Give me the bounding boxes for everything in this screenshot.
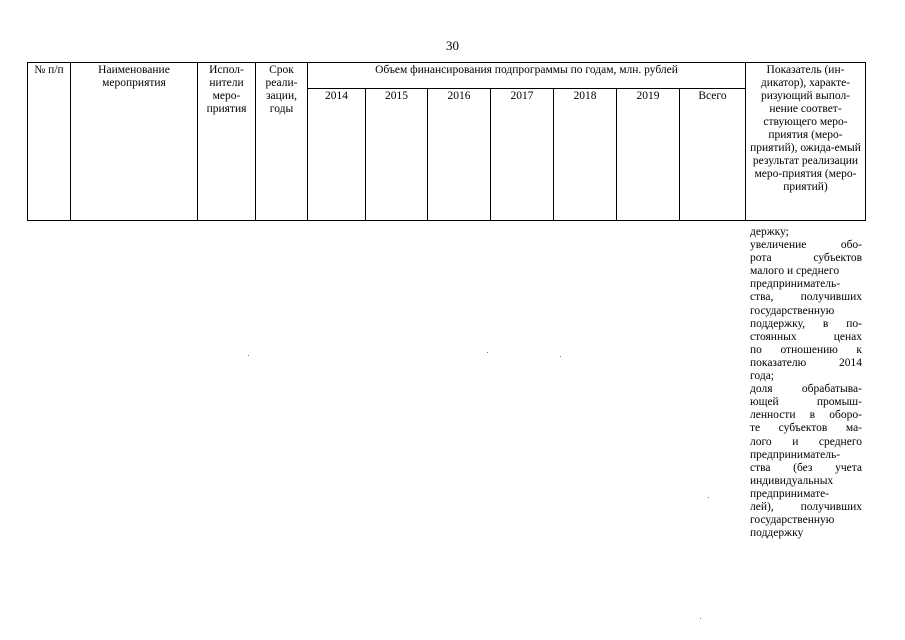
header-indicator: Показатель (ин-дикатор), характе-ризующий выпол-нение соответ-ствующего меро-приятия (меро-приятий), ожида-емый результат реализации меро-приятия (меро-приятий) xyxy=(746,63,866,221)
scan-speck xyxy=(487,352,488,353)
header-year-2019: 2019 xyxy=(617,89,680,221)
header-year-2015: 2015 xyxy=(366,89,428,221)
header-executors: Испол-нители меро-приятия xyxy=(198,63,256,221)
scan-speck xyxy=(560,356,561,357)
header-year-2014: 2014 xyxy=(308,89,366,221)
header-activity-name: Наименование мероприятия xyxy=(71,63,198,221)
text-line: малого и среднего xyxy=(750,265,840,278)
text-line: предпринимате- xyxy=(750,487,830,500)
text-line: предприниматель- xyxy=(750,278,841,291)
text-line: поддержку xyxy=(750,527,804,540)
header-funding-volume: Объем финансирования подпрограммы по годам, млн. рублей xyxy=(308,63,746,89)
text-line: года; xyxy=(750,370,774,383)
header-implementation-term: Срок реали-зации, годы xyxy=(256,63,308,221)
text-line: лей), получивших xyxy=(750,500,862,513)
text-line: стоянных ценах xyxy=(750,330,862,343)
scan-speck xyxy=(700,618,701,619)
page-number: 30 xyxy=(446,38,459,53)
text-line: лого и среднего xyxy=(750,435,862,448)
text-line: поддержку, в по- xyxy=(750,317,862,330)
indicator-continuation-text xyxy=(750,226,862,540)
text-line: по отношению к xyxy=(750,343,862,356)
text-line: ства (без учета xyxy=(750,461,862,474)
text-line: ленности в оборо- xyxy=(750,409,862,422)
header-year-2017: 2017 xyxy=(491,89,554,221)
text-line: предприниматель- xyxy=(750,448,841,461)
text-line: увеличение обо- xyxy=(750,239,862,252)
text-line: ющей промыш- xyxy=(750,396,862,409)
header-year-2018: 2018 xyxy=(554,89,617,221)
text-line: индивидуальных xyxy=(750,474,834,487)
scan-speck xyxy=(708,497,709,498)
text-line: ства, получивших xyxy=(750,291,862,304)
header-year-2016: 2016 xyxy=(428,89,491,221)
text-line: рота субъектов xyxy=(750,252,862,265)
header-total: Всего xyxy=(680,89,746,221)
text-line: государственную xyxy=(750,514,835,527)
scan-speck xyxy=(248,355,249,356)
program-funding-table-header xyxy=(27,62,866,221)
header-number: № п/п xyxy=(28,63,71,221)
text-line: показателю 2014 xyxy=(750,356,862,369)
text-line: государственную xyxy=(750,304,835,317)
text-line: держку; xyxy=(750,226,789,238)
text-line: те субъектов ма- xyxy=(750,422,862,435)
text-line: доля обрабатыва- xyxy=(750,383,862,396)
